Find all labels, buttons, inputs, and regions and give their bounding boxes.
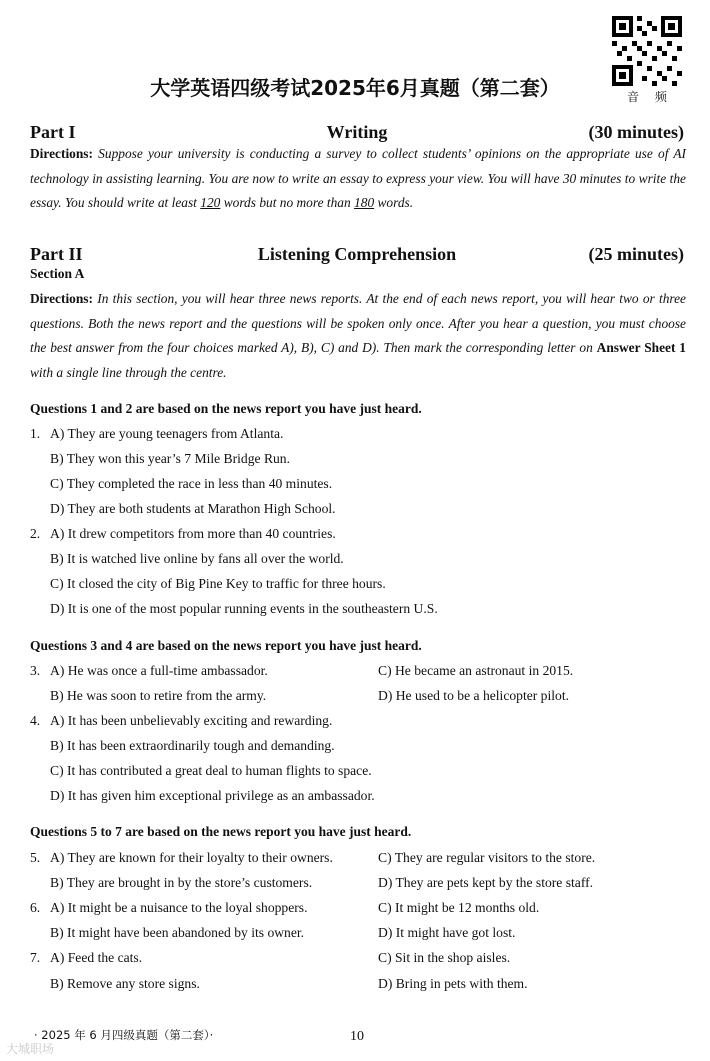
answer-option[interactable]: B) It has been extraordinarily tough and demanding. <box>50 738 335 753</box>
answer-option[interactable]: D) Bring in pets with them. <box>378 976 528 991</box>
answer-option[interactable]: A) They are young teenagers from Atlanta. <box>50 426 284 441</box>
answer-option[interactable]: D) It might have got lost. <box>378 925 516 940</box>
question-number: 1. <box>30 426 41 441</box>
part1-directions-text-3: words. <box>377 195 414 210</box>
page-title: 大学英语四级考试2025年6月真题（第二套） <box>150 76 560 100</box>
answer-option[interactable]: B) Remove any store signs. <box>50 976 200 991</box>
part1-time: (30 minutes) <box>588 122 684 142</box>
answer-option[interactable]: B) They are brought in by the store’s customers. <box>50 875 313 890</box>
answer-option[interactable]: A) It might be a nuisance to the loyal shoppers. <box>50 900 308 915</box>
answer-option[interactable]: A) It drew competitors from more than 40 countries. <box>50 526 336 541</box>
max-words: 180 <box>354 195 375 210</box>
part1-directions-text: Suppose your university is conducting a survey to collect students’ opinions on the appropriate use of AI technology in assisting learning. You are now to write an essay to express your view. You will have 30 minutes to write the essay. You should write at least <box>30 146 686 210</box>
question-number: 5. <box>30 850 41 865</box>
part2-directions-label: Directions: <box>30 291 93 306</box>
answer-option[interactable]: B) They won this year’s 7 Mile Bridge Run. <box>50 451 291 466</box>
part2-name: Listening Comprehension <box>257 244 457 264</box>
part1-label: Part I <box>30 122 76 142</box>
question-group-heading: Questions 1 and 2 are based on the news report you have just heard. <box>30 401 422 416</box>
part1-header <box>30 122 684 144</box>
answer-option[interactable]: B) He was soon to retire from the army. <box>50 688 267 703</box>
answer-option[interactable]: B) It might have been abandoned by its owner. <box>50 925 305 940</box>
part2-label: Part II <box>30 244 83 264</box>
min-words: 120 <box>200 195 221 210</box>
answer-option[interactable]: C) They completed the race in less than 40 minutes. <box>50 476 333 491</box>
part2-time: (25 minutes) <box>588 244 684 264</box>
section-a-label: Section A <box>30 266 85 281</box>
answer-option[interactable]: D) It has given him exceptional privilege as an ambassador. <box>50 788 375 803</box>
question-number: 4. <box>30 713 41 728</box>
answer-option[interactable]: A) Feed the cats. <box>50 950 143 965</box>
answer-option[interactable]: C) He became an astronaut in 2015. <box>378 663 574 678</box>
answer-option[interactable]: D) He used to be a helicopter pilot. <box>378 688 570 703</box>
answer-option[interactable]: B) It is watched live online by fans all over the world. <box>50 551 344 566</box>
answer-option[interactable]: D) It is one of the most popular running events in the southeastern U.S. <box>50 601 438 616</box>
question-group-heading: Questions 5 to 7 are based on the news report you have just heard. <box>30 824 412 839</box>
question-number: 7. <box>30 950 41 965</box>
answer-option[interactable]: A) They are known for their loyalty to their owners. <box>50 850 333 865</box>
question-group-heading: Questions 3 and 4 are based on the news report you have just heard. <box>30 638 422 653</box>
question-number: 3. <box>30 663 41 678</box>
footer-exam-label: · 2025 年 6 月四级真题（第二套）· <box>34 1028 214 1042</box>
answer-option[interactable]: D) They are pets kept by the store staff. <box>378 875 594 890</box>
part1-directions <box>30 142 686 216</box>
answer-option[interactable]: D) They are both students at Marathon High School. <box>50 501 336 516</box>
answer-option[interactable]: A) It has been unbelievably exciting and rewarding. <box>50 713 333 728</box>
part2-directions <box>30 287 686 385</box>
part1-name: Writing <box>326 122 388 142</box>
answer-option[interactable]: C) It might be 12 months old. <box>378 900 540 915</box>
question-number: 6. <box>30 900 41 915</box>
part2-directions-text-2: with a single line through the centre. <box>30 364 227 380</box>
answer-sheet-name: Answer Sheet 1 <box>596 340 687 355</box>
part2-header <box>30 244 684 266</box>
qr-audio-label: 音 频 <box>627 90 673 104</box>
question-number: 2. <box>30 526 41 541</box>
answer-option[interactable]: C) It has contributed a great deal to human flights to space. <box>50 763 372 778</box>
part1-directions-label: Directions: <box>30 146 93 161</box>
answer-option[interactable]: C) Sit in the shop aisles. <box>378 950 511 965</box>
answer-option[interactable]: C) They are regular visitors to the store. <box>378 850 596 865</box>
answer-option[interactable]: C) It closed the city of Big Pine Key to traffic for three hours. <box>50 576 386 591</box>
part2-directions-text: In this section, you will hear three news reports. At the end of each news report, you will hear two or three questions. Both the news report and the questions will be spoken only once. After you hear a question, you must choose the best answer from the four choices marked A), B), C) and D). Then mark the corresponding letter on <box>30 291 687 355</box>
watermark: 大城职场 <box>6 1042 55 1056</box>
answer-option[interactable]: A) He was once a full-time ambassador. <box>50 663 268 678</box>
page-number: 10 <box>350 1029 364 1044</box>
part1-directions-text-2: words but no more than <box>223 195 351 210</box>
